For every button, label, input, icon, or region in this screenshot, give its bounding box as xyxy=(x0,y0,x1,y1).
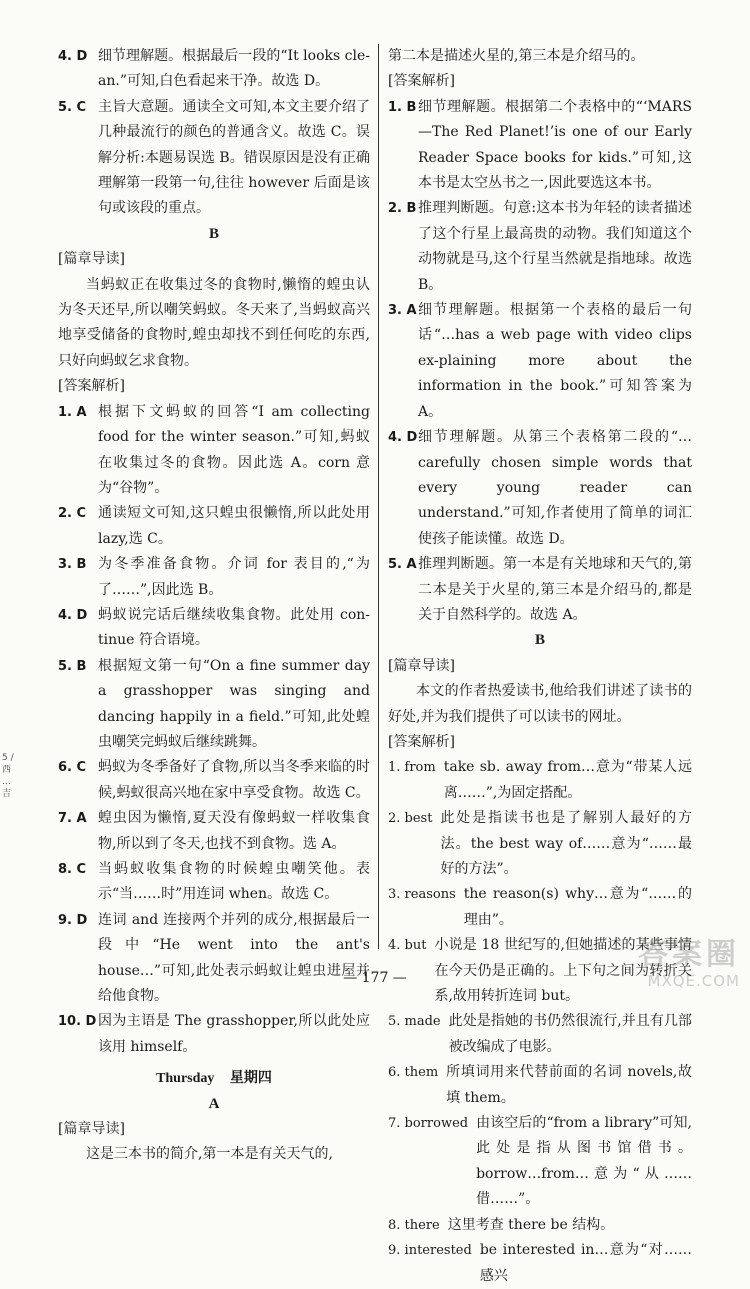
answer-number: 10. D xyxy=(58,1014,97,1030)
guide-heading: [篇章导读] xyxy=(58,251,125,268)
answer-item xyxy=(58,857,370,908)
answer-item xyxy=(388,95,692,197)
answer-item xyxy=(388,425,692,552)
section-letter-b: B xyxy=(208,225,219,242)
answer-text: 此处是指读书也是了解别人最好的方法。the best way of……意为“……最好的方法”。 xyxy=(440,810,692,877)
answer-text: 通读短文可知,这只蝗虫很懒惰,所以此处用 lazy,选 C。 xyxy=(98,505,370,547)
answer-item xyxy=(58,806,370,857)
answer-text: 连词 and 连接两个并列的成分,根据最后一段中“He went into the ant's house…”可知,此处表示蚂蚁让蝗虫进屋并给他食物。 xyxy=(98,911,370,1005)
day-title-en: Thursday xyxy=(156,1071,215,1087)
answer-number: 3. B xyxy=(58,557,87,573)
answer-item xyxy=(388,1060,692,1111)
answer-item xyxy=(388,755,692,806)
watermark-bottom: MXQE.COM xyxy=(647,972,740,990)
answer-number: 5. B xyxy=(58,658,87,674)
answer-text: 蚂蚁说完话后继续收集食物。此处用 con-tinue 符合语境。 xyxy=(98,606,370,649)
answer-text: take sb. away from…意为“带某人远离……”,为固定搭配。 xyxy=(443,759,692,801)
right-column xyxy=(388,44,692,1289)
answer-text: 根据下文蚂蚁的回答“I am collecting food for the winter season.”可知,蚂蚁在收集过冬的食物。因此选 A。corn 意为“谷物”。 xyxy=(98,403,370,496)
answer-number: 4. D xyxy=(388,430,418,446)
answer-item xyxy=(58,501,370,552)
answer-text: the reason(s) why…意为“……的理由”。 xyxy=(463,886,692,928)
answer-item xyxy=(58,908,370,1010)
answer-item xyxy=(388,196,692,298)
guide-heading-right: [篇章导读] xyxy=(388,657,455,674)
answer-text: 当蚂蚁收集食物的时候蝗虫嘲笑他。表示“当……时”用连词 when。故选 C。 xyxy=(98,861,370,903)
answer-item xyxy=(388,298,692,425)
answer-number: 2. C xyxy=(58,506,87,522)
answer-text: 细节理解题。根据最后一段的“It looks cle-an.”可知,白色看起来干净。故选 D。 xyxy=(98,48,370,90)
edge-mark: 5 / 西 … 吉 xyxy=(2,753,14,799)
answer-number: 3. A xyxy=(388,303,417,319)
answer-item xyxy=(58,1009,370,1060)
answer-number: 9. D xyxy=(58,912,88,928)
answer-text: 蝗虫因为懒惰,夏天没有像蚂蚁一样收集食物,所以到了冬天,也找不到食物。选 A。 xyxy=(98,810,370,852)
answer-text: 所填词用来代替前面的名词 novels,故填 them。 xyxy=(446,1064,692,1106)
answer-number: 2. B xyxy=(388,201,417,217)
continued-text: 第二本是描述火星的,第三本是介绍马的。 xyxy=(388,48,645,64)
answer-number: 5. C xyxy=(58,99,87,115)
answer-item xyxy=(58,755,370,806)
answer-number: 1. A xyxy=(58,404,87,420)
answer-item xyxy=(58,95,370,222)
guide-heading-2: [篇章导读] xyxy=(58,1121,125,1138)
answer-text: 主旨大意题。通读全文可知,本文主要介绍了几种最流行的颜色的普通含义。故选 C。误解分析:本题易误选 B。错误原因是没有正确理解第一段第一句,往往 however 后面是该句或该段的重点。 xyxy=(98,98,370,217)
answer-text: 因为主语是 The grasshopper,所以此处应该用 himself。 xyxy=(98,1013,370,1055)
answer-item xyxy=(58,552,370,603)
section-letter-b-right: B xyxy=(534,632,545,649)
answer-text: be interested in…意为“对……感兴 xyxy=(479,1242,692,1284)
answer-text: 由该空后的“from a library”可知,此处是指从图书馆借书。borrow…from…意为“从……借……”。 xyxy=(476,1115,692,1208)
answer-item xyxy=(388,552,692,628)
answer-item xyxy=(58,400,370,502)
answer-text: 这里考查 there be 结构。 xyxy=(447,1216,615,1233)
answer-item xyxy=(58,44,370,95)
answer-number: 2. best xyxy=(388,811,433,827)
guide-text-2: 这是三本书的简介,第一本是有关天气的, xyxy=(86,1146,333,1163)
answer-number: 3. reasons xyxy=(388,887,456,903)
column-divider xyxy=(378,44,379,949)
guide-text-right: 本文的作者热爱读书,他给我们讲述了读书的好处,并为我们提供了可以读书的网址。 xyxy=(388,683,692,725)
answer-text: 根据短文第一句“On a fine summer day a grasshopper was singing and dancing happily in a field.”可知,此处蝗虫嘲笑完蚂蚁后继续跳舞。 xyxy=(98,657,370,750)
answer-number: 4. but xyxy=(388,938,427,954)
day-title-cn: 星期四 xyxy=(229,1071,272,1087)
answer-item xyxy=(388,806,692,882)
answer-item xyxy=(388,1009,692,1060)
answer-item xyxy=(388,1111,692,1213)
answer-item xyxy=(388,882,692,933)
answer-text: 细节理解题。根据第一个表格的最后一句话“…has a web page with video clips ex-plaining more about the information in the book.”可知答案为 A。 xyxy=(418,302,692,420)
answer-text: 为冬季准备食物。介词 for 表目的,“为了……”,因此选 B。 xyxy=(98,556,370,598)
page-number: — 177 — xyxy=(343,970,407,986)
answer-number: 6. them xyxy=(388,1065,439,1081)
answer-number: 4. D xyxy=(58,607,88,623)
answer-text: 推理判断题。第一本是有关地球和天气的,第二本是关于火星的,第三本是介绍马的,都是关于自然科学的。故选 A。 xyxy=(418,556,692,623)
guide-text: 当蚂蚁正在收集过冬的食物时,懒惰的蝗虫认为冬天还早,所以嘲笑蚂蚁。冬天来了,当蚂蚁高兴地享受储备的食物时,蝗虫却找不到任何吃的东西,只好向蚂蚁乞求食物。 xyxy=(58,276,370,369)
watermark-top: 答案圈 xyxy=(638,937,740,972)
left-column xyxy=(58,44,370,1168)
answer-text: 此处是指她的书仍然很流行,并且有几部被改编成了电影。 xyxy=(448,1013,692,1055)
answer-number: 9. interested xyxy=(388,1243,472,1259)
watermark-logo xyxy=(550,938,740,994)
answer-number: 4. D xyxy=(58,49,88,64)
section-letter-a: A xyxy=(208,1095,220,1112)
answer-item xyxy=(388,1238,692,1289)
answer-item xyxy=(388,1213,692,1238)
answer-text: 推理判断题。句意:这本书为年轻的读者描述了这个行星上最高贵的动物。我们知道这个动物就是马,这个行星当然就是指地球。故选 B。 xyxy=(418,200,692,293)
answer-heading-right-2: [答案解析] xyxy=(388,733,455,750)
answer-number: 5. A xyxy=(388,557,417,573)
answer-text: 小说是 18 世纪写的,但她描述的某些事情在今天仍是正确的。上下句之间为转折关系,故用转折连词 but。 xyxy=(434,937,692,1005)
answer-number: 5. made xyxy=(388,1014,441,1030)
answer-number: 1. from xyxy=(388,760,436,776)
answer-number: 6. C xyxy=(58,760,87,776)
day-title xyxy=(58,1066,370,1091)
answer-number: 7. A xyxy=(58,811,87,827)
answer-number: 8. there xyxy=(388,1217,440,1233)
answer-number: 1. B xyxy=(388,99,417,115)
answer-text: 细节理解题。从第三个表格第二段的“…carefully chosen simple words that every young reader can understand.”可知,作者使用了简单的词汇使孩子能读懂。故选 D。 xyxy=(418,429,692,547)
answer-number: 7. borrowed xyxy=(388,1116,469,1132)
answer-text: 细节理解题。根据第二个表格中的“‘MARS—The Red Planet!’is one of our Early Reader Space books for kids.”可知,这本书是太空丛书之一,因此要选这本书。 xyxy=(418,98,692,192)
answer-item xyxy=(58,654,370,756)
answer-text: 蚂蚁为冬季备好了食物,所以当冬季来临的时候,蚂蚁很高兴地在家中享受食物。故选 C。 xyxy=(98,759,370,801)
answer-heading: [答案解析] xyxy=(58,378,125,395)
answer-number: 8. C xyxy=(58,862,87,877)
answer-heading-right: [答案解析] xyxy=(388,73,455,90)
answer-item xyxy=(58,603,370,654)
